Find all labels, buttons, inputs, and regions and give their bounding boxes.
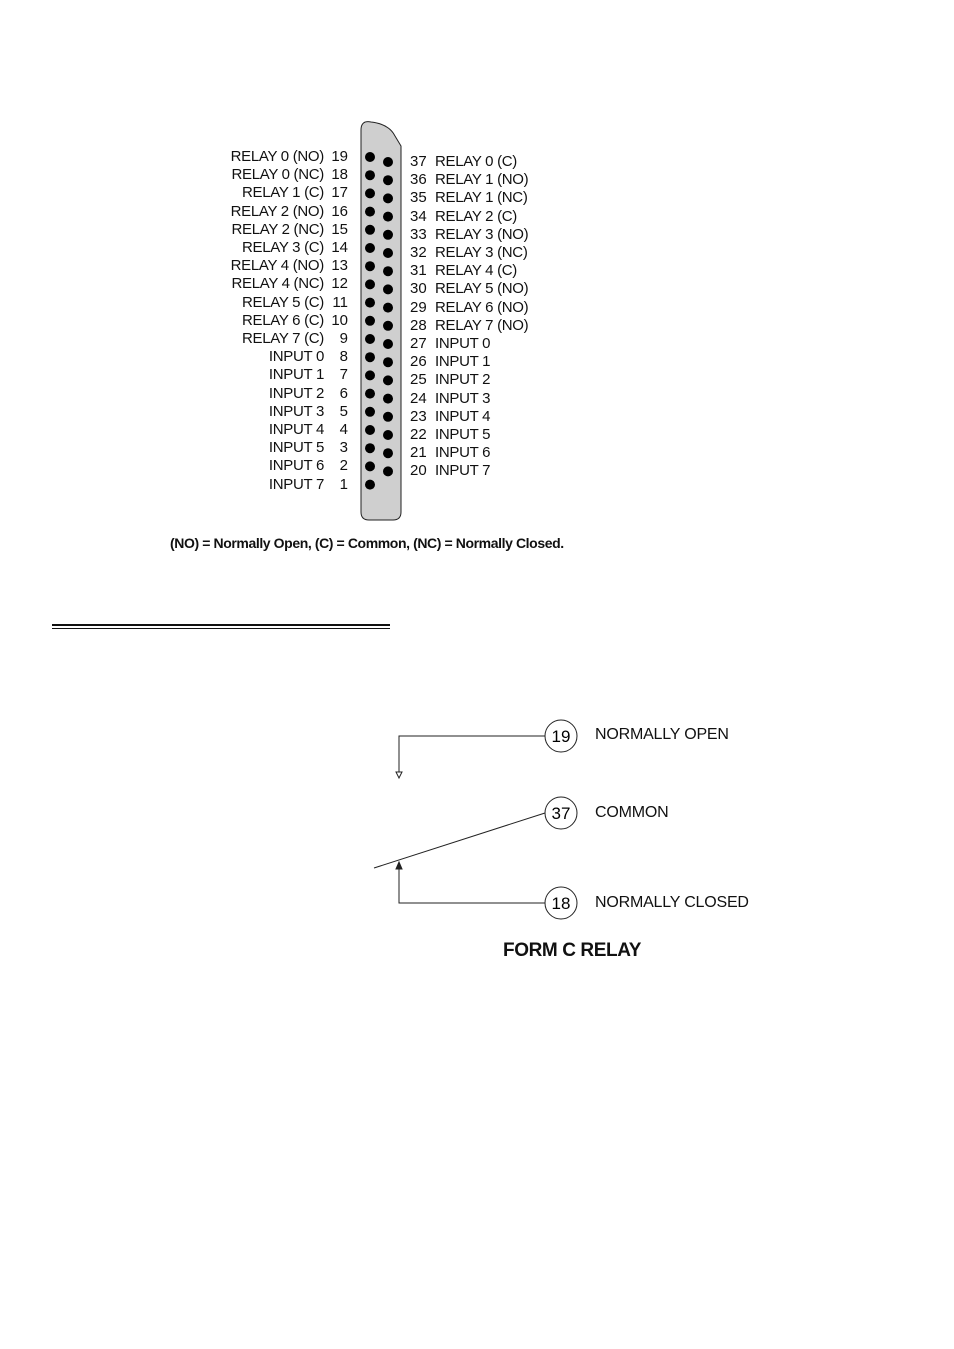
pin-number-12: 12 (331, 275, 348, 293)
relay-title: FORM C RELAY (503, 940, 642, 961)
pin-label-22: INPUT 5 (435, 426, 491, 443)
pin-label-13: RELAY 4 (NO) (230, 257, 324, 275)
pin-label-37: RELAY 0 (C) (435, 153, 518, 170)
pin-14 (365, 243, 375, 253)
pin-3 (365, 443, 375, 453)
pin-number-25: 25 (410, 371, 427, 389)
pin-17 (365, 188, 375, 198)
pin-label-20: INPUT 7 (435, 462, 491, 480)
pin-label-19: RELAY 0 (NO) (230, 148, 324, 165)
pin-9 (365, 334, 375, 344)
pin-label-7: INPUT 1 (268, 366, 324, 384)
pin-label-6: INPUT 2 (268, 384, 324, 402)
pin-5 (365, 407, 375, 417)
pin-number-29: 29 (410, 298, 427, 316)
pin-20 (383, 466, 393, 476)
pin-number-9: 9 (339, 330, 348, 347)
pin-label-1: INPUT 7 (268, 475, 324, 493)
normally-closed-wire (399, 868, 545, 903)
pin-number-33: 33 (410, 225, 427, 243)
pin-label-32: RELAY 3 (NC) (435, 244, 528, 261)
pin-11 (365, 298, 375, 308)
pin-number-21: 21 (410, 444, 427, 462)
pin-28 (383, 321, 393, 331)
pin-label-23: INPUT 4 (435, 407, 491, 425)
pin-label-17: RELAY 1 (C) (241, 184, 324, 202)
label-normally-open: NORMALLY OPEN (595, 726, 729, 743)
pin-number-34: 34 (410, 207, 427, 225)
pin-number-36: 36 (410, 171, 427, 189)
pin-29 (383, 303, 393, 313)
pin-number-11: 11 (332, 293, 348, 311)
pin-label-35: RELAY 1 (NC) (435, 189, 528, 207)
pin-label-16: RELAY 2 (NO) (230, 202, 324, 220)
pin-number-18: 18 (331, 166, 348, 184)
pin-16 (365, 207, 375, 217)
form-c-relay-schematic (360, 710, 580, 930)
pin-number-13: 13 (331, 257, 348, 275)
pin-number-27: 27 (410, 335, 427, 352)
pin-label-24: INPUT 3 (435, 389, 491, 407)
pin-25 (383, 375, 393, 385)
pin-number-7: 7 (339, 366, 348, 384)
pin-24 (383, 394, 393, 404)
pin-1 (365, 480, 375, 490)
pin-label-2: INPUT 6 (268, 457, 324, 475)
pin-label-9: RELAY 7 (C) (241, 330, 324, 347)
pin-label-10: RELAY 6 (C) (241, 311, 324, 329)
pin-27 (383, 339, 393, 349)
pin-31 (383, 266, 393, 276)
pin-23 (383, 412, 393, 422)
pin-label-34: RELAY 2 (C) (435, 207, 518, 225)
pin-7 (365, 370, 375, 380)
pin-34 (383, 212, 393, 222)
normally-closed-contact-arrow (396, 862, 402, 869)
pin-36 (383, 175, 393, 185)
pin-number-19: 19 (331, 148, 348, 165)
pin-number-1: 1 (339, 475, 348, 493)
section-rule-thin (52, 628, 390, 629)
pin-number-5: 5 (339, 402, 348, 420)
pin-37 (383, 157, 393, 167)
common-armature (374, 813, 545, 868)
normally-open-wire (399, 736, 545, 772)
pin-number-35: 35 (410, 189, 427, 207)
pin-label-36: RELAY 1 (NO) (435, 171, 529, 189)
pin-number-6: 6 (339, 384, 348, 402)
pin-label-28: RELAY 7 (NO) (435, 316, 529, 334)
label-normally-closed: NORMALLY CLOSED (595, 894, 749, 911)
pin-13 (365, 261, 375, 271)
pin-number-15: 15 (331, 220, 348, 238)
pin-label-4: INPUT 4 (268, 421, 324, 438)
pin-label-12: RELAY 4 (NC) (231, 275, 324, 293)
pin-19 (365, 152, 375, 162)
pin-number-22: 22 (410, 426, 427, 443)
pin-number-31: 31 (410, 262, 427, 280)
pin-15 (365, 225, 375, 235)
normally-open-contact-arrow (396, 772, 402, 778)
pin-label-27: INPUT 0 (435, 335, 491, 352)
pin-number-14: 14 (331, 239, 348, 256)
pin-label-11: RELAY 5 (C) (241, 293, 324, 311)
pin-number-23: 23 (410, 407, 427, 425)
pin-number-10: 10 (331, 311, 348, 329)
pin-label-18: RELAY 0 (NC) (231, 166, 324, 184)
pin-2 (365, 461, 375, 471)
pin-label-14: RELAY 3 (C) (241, 239, 324, 256)
pin-num-18: 18 (551, 894, 571, 913)
pin-26 (383, 357, 393, 367)
pin-number-37: 37 (410, 153, 427, 170)
pin-number-3: 3 (339, 439, 348, 457)
section-rule (52, 624, 390, 626)
pin-num-37: 37 (551, 804, 571, 823)
pin-number-32: 32 (410, 244, 427, 261)
label-common: COMMON (595, 804, 669, 821)
pin-22 (383, 430, 393, 440)
pin-label-21: INPUT 6 (435, 444, 491, 462)
pin-number-30: 30 (410, 280, 427, 298)
pin-label-3: INPUT 5 (268, 439, 324, 457)
pin-30 (383, 284, 393, 294)
pin-number-26: 26 (410, 353, 427, 371)
pin-label-29: RELAY 6 (NO) (435, 298, 529, 316)
connector-legend: (NO) = Normally Open, (C) = Common, (NC) = Normally Closed. (170, 535, 564, 551)
pin-label-30: RELAY 5 (NO) (435, 280, 529, 298)
pin-label-25: INPUT 2 (435, 371, 491, 389)
db37-connector (355, 118, 415, 528)
pin-number-2: 2 (339, 457, 348, 475)
pin-21 (383, 448, 393, 458)
pin-6 (365, 389, 375, 399)
pin-number-24: 24 (410, 389, 427, 407)
pin-label-33: RELAY 3 (NO) (435, 225, 529, 243)
pin-number-4: 4 (339, 421, 348, 438)
pin-number-8: 8 (339, 348, 348, 366)
pin-4 (365, 425, 375, 435)
pin-num-19: 19 (551, 727, 571, 746)
pin-number-16: 16 (331, 202, 348, 220)
pin-10 (365, 316, 375, 326)
pin-number-28: 28 (410, 316, 427, 334)
pin-label-5: INPUT 3 (268, 402, 324, 420)
pin-35 (383, 193, 393, 203)
pin-number-20: 20 (410, 462, 427, 480)
pin-label-8: INPUT 0 (268, 348, 324, 366)
pin-label-26: INPUT 1 (435, 353, 491, 371)
pin-label-15: RELAY 2 (NC) (231, 220, 324, 238)
pin-18 (365, 170, 375, 180)
pin-32 (383, 248, 393, 258)
pin-label-31: RELAY 4 (C) (435, 262, 518, 280)
pin-8 (365, 352, 375, 362)
pin-number-17: 17 (331, 184, 348, 202)
pin-33 (383, 230, 393, 240)
pin-12 (365, 279, 375, 289)
